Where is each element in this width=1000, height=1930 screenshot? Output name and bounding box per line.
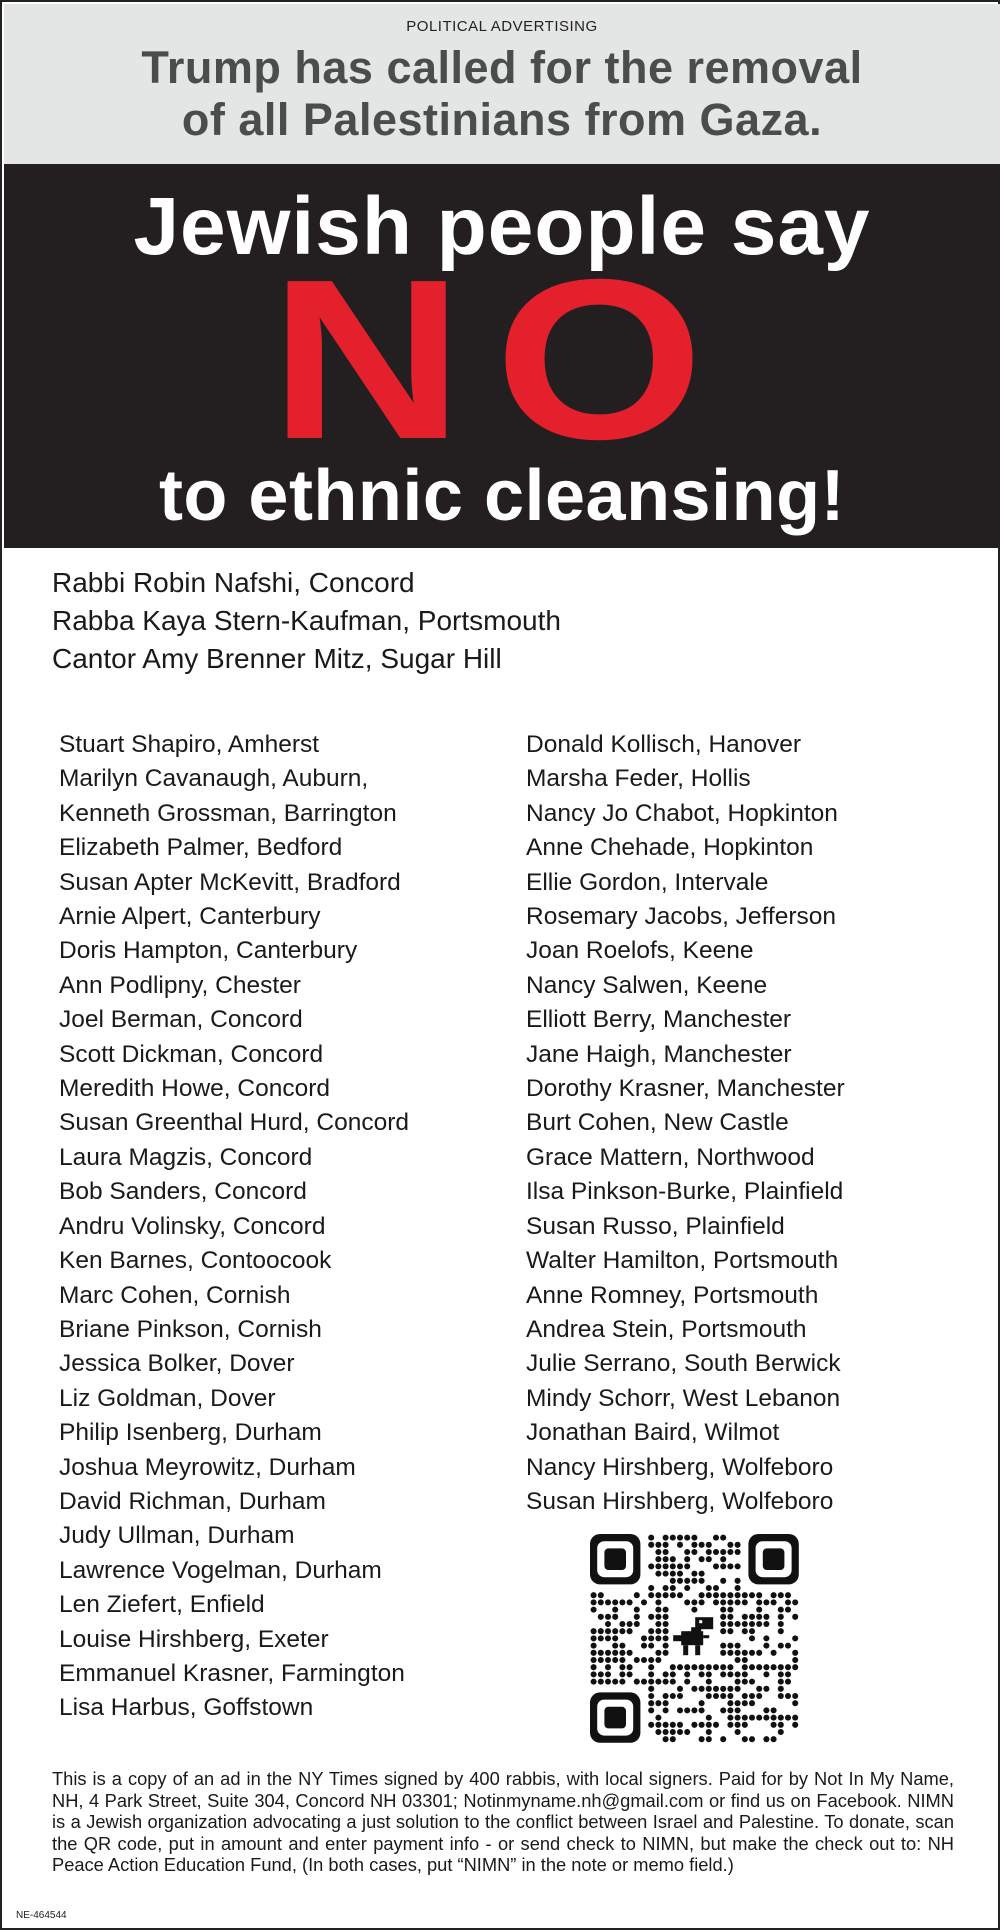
signer-item: Jane Haigh, Manchester xyxy=(526,1040,792,1068)
signer-item: Louise Hirshberg, Exeter xyxy=(59,1625,329,1653)
signer-item: Bob Sanders, Concord xyxy=(59,1178,307,1206)
signer-item: Marilyn Cavanaugh, Auburn, xyxy=(59,765,369,793)
signer-item: Susan Russo, Plainfield xyxy=(526,1212,785,1240)
top-banner xyxy=(4,4,1000,164)
signer-item: Kenneth Grossman, Barrington xyxy=(59,799,397,827)
signer-item: Nancy Salwen, Keene xyxy=(526,971,768,999)
signer-item: Briane Pinkson, Cornish xyxy=(59,1315,322,1343)
signer-item: Walter Hamilton, Portsmouth xyxy=(526,1247,839,1275)
jewish-people-say-text: Jewish people say xyxy=(133,181,871,272)
disclaimer-text: This is a copy of an ad in the NY Times signed by 400 rabbis, with local signers. Paid for by Not In My Name, NH, 4 Park Street, Suite 304, Concord NH 03301; Notinmyname.nh@gmail.com or find us on Facebook. NIMN is a Jewish organization advocating a just solution to the conflict between Israel and Palestine. To donate, scan the QR code, put in amount and enter payment info - or send check to NIMN, but make the check out to: NH Peace Action Education Fund, (In both cases, put “NIMN” in the note or memo field.) xyxy=(52,1768,954,1875)
signer-item: Julie Serrano, South Berwick xyxy=(526,1350,841,1378)
signer-item: Stuart Shapiro, Amherst xyxy=(59,731,320,758)
signer-item: Ken Barnes, Contoocook xyxy=(59,1247,332,1275)
signer-item: Grace Mattern, Northwood xyxy=(526,1143,815,1171)
signer-item: Liz Goldman, Dover xyxy=(59,1384,276,1412)
signers-column-left xyxy=(59,728,409,1726)
clergy-item: Cantor Amy Brenner Mitz, Sugar Hill xyxy=(52,643,502,674)
signer-item: Marsha Feder, Hollis xyxy=(526,765,751,793)
headline xyxy=(4,42,1000,146)
clergy-list xyxy=(52,564,561,678)
signer-item: Donald Kollisch, Hanover xyxy=(526,731,802,758)
signer-item: Nancy Jo Chabot, Hopkinton xyxy=(526,799,838,827)
signer-item: David Richman, Durham xyxy=(59,1487,326,1515)
signer-item: Anne Romney, Portsmouth xyxy=(526,1281,819,1309)
signer-item: Lisa Harbus, Goffstown xyxy=(59,1694,314,1722)
signer-item: Arnie Alpert, Canterbury xyxy=(59,903,321,931)
ad-code: NE-464544 xyxy=(16,1910,67,1921)
signer-item: Ellie Gordon, Intervale xyxy=(526,868,769,896)
signer-item: Mindy Schorr, West Lebanon xyxy=(526,1384,841,1412)
signer-item: Jonathan Baird, Wilmot xyxy=(526,1419,780,1447)
signer-item: Rosemary Jacobs, Jefferson xyxy=(526,903,837,931)
signer-item: Joshua Meyrowitz, Durham xyxy=(59,1453,356,1481)
signer-item: Jessica Bolker, Dover xyxy=(59,1350,295,1378)
signer-item: Nancy Hirshberg, Wolfeboro xyxy=(526,1453,834,1481)
signer-item: Ann Podlipny, Chester xyxy=(59,971,301,999)
political-advertising-label: POLITICAL ADVERTISING xyxy=(406,18,598,35)
headline-line-1: Trump has called for the removal xyxy=(141,42,863,93)
clergy-item: Rabba Kaya Stern-Kaufman, Portsmouth xyxy=(52,605,561,636)
signer-item: Judy Ullman, Durham xyxy=(59,1522,295,1550)
signer-item: Doris Hampton, Canterbury xyxy=(59,937,358,965)
signer-item: Susan Apter McKevitt, Bradford xyxy=(59,868,401,896)
signer-item: Scott Dickman, Concord xyxy=(59,1040,324,1068)
signer-item: Lawrence Vogelman, Durham xyxy=(59,1556,382,1584)
signer-item: Anne Chehade, Hopkinton xyxy=(526,834,814,862)
signer-item: Laura Magzis, Concord xyxy=(59,1143,313,1171)
signer-item: Andrea Stein, Portsmouth xyxy=(526,1315,807,1343)
signer-item: Philip Isenberg, Durham xyxy=(59,1419,322,1447)
signer-item: Andru Volinsky, Concord xyxy=(59,1212,326,1240)
signer-item: Meredith Howe, Concord xyxy=(59,1075,330,1103)
signer-item: Elizabeth Palmer, Bedford xyxy=(59,834,343,862)
signer-item: Emmanuel Krasner, Farmington xyxy=(59,1659,405,1687)
no-word: NO xyxy=(269,233,735,487)
ethnic-cleansing-text: to ethnic cleansing! xyxy=(158,456,846,536)
signer-item: Susan Hirshberg, Wolfeboro xyxy=(526,1487,834,1515)
main-banner xyxy=(4,164,1000,548)
signer-item: Burt Cohen, New Castle xyxy=(526,1109,789,1137)
signers-column-right xyxy=(526,728,845,1519)
signer-item: Ilsa Pinkson-Burke, Plainfield xyxy=(526,1178,844,1206)
signer-item: Elliott Berry, Manchester xyxy=(526,1006,792,1034)
signer-item: Joel Berman, Concord xyxy=(59,1006,303,1034)
headline-line-2: of all Palestinians from Gaza. xyxy=(181,94,823,145)
clergy-item: Rabbi Robin Nafshi, Concord xyxy=(52,567,415,598)
signer-item: Susan Greenthal Hurd, Concord xyxy=(59,1109,409,1137)
signer-item: Joan Roelofs, Keene xyxy=(526,937,754,965)
dinosaur-icon xyxy=(673,1617,713,1655)
signer-item: Marc Cohen, Cornish xyxy=(59,1281,291,1309)
signer-item: Dorothy Krasner, Manchester xyxy=(526,1075,845,1103)
signer-item: Len Ziefert, Enfield xyxy=(59,1591,265,1619)
qr-code-icon[interactable] xyxy=(582,1530,818,1754)
